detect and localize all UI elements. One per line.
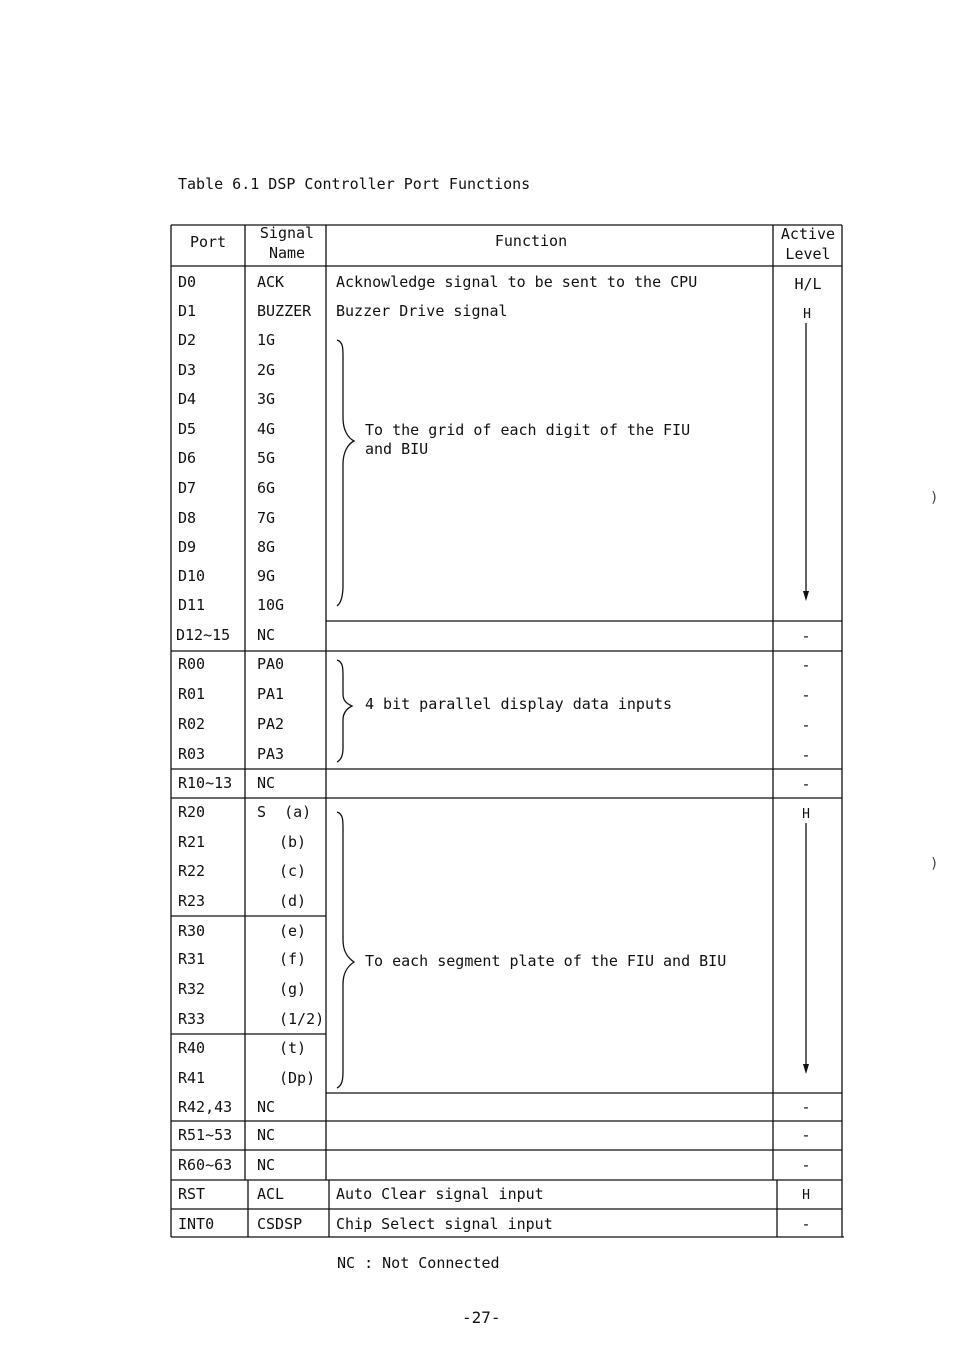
table-cell: D8	[178, 509, 197, 527]
header-active-line1: Active	[780, 225, 836, 243]
table-cell: NC	[257, 1156, 276, 1174]
rows-bottom	[178, 1098, 811, 1233]
table-cell: H	[802, 1188, 810, 1203]
table-cell: (e)	[279, 922, 307, 940]
table-cell: D12~15	[176, 626, 231, 644]
table-cell: Auto Clear signal input	[336, 1185, 544, 1203]
table-cell: D11	[178, 596, 206, 614]
table-cell: INT0	[178, 1215, 215, 1233]
table-cell: ACK	[257, 273, 285, 291]
table-cell: CSDSP	[257, 1215, 303, 1233]
table-cell: RST	[178, 1185, 206, 1203]
table-cell: R01	[178, 685, 206, 703]
table-cell: NC	[257, 626, 276, 644]
table-cell: H/L	[794, 275, 822, 293]
grid-brace	[337, 340, 354, 606]
table-cell: R40	[178, 1039, 206, 1057]
table-cell: D5	[178, 420, 197, 438]
footnote: NC : Not Connected	[337, 1254, 500, 1272]
table-cell: PA3	[257, 745, 285, 763]
table-cell: -	[801, 775, 811, 793]
table-cell: D10	[178, 567, 206, 585]
rows-r0-ports	[178, 655, 811, 793]
table-cell: -	[801, 716, 811, 734]
table-cell: R30	[178, 922, 206, 940]
margin-mark: )	[930, 856, 939, 872]
table-cell: D3	[178, 361, 197, 379]
parallel-function: 4 bit parallel display data inputs	[365, 695, 673, 713]
grid-function-line1: To the grid of each digit of the FIU	[365, 421, 691, 439]
table-cell: NC	[257, 774, 276, 792]
table-cell: D6	[178, 449, 197, 467]
table-cell: 1G	[257, 331, 276, 349]
table-cell: PA0	[257, 655, 285, 673]
table-cell: D2	[178, 331, 197, 349]
margin-mark: )	[930, 490, 939, 506]
table-cell: D1	[178, 302, 197, 320]
table-cell: R31	[178, 950, 206, 968]
table-cell: Acknowledge signal to be sent to the CPU	[336, 273, 698, 291]
segment-brace	[337, 812, 354, 1088]
table-cell: 10G	[257, 596, 285, 614]
table-cell: R20	[178, 803, 206, 821]
table-cell: R03	[178, 745, 206, 763]
header-function: Function	[494, 232, 568, 250]
table-caption: Table 6.1 DSP Controller Port Functions	[178, 175, 531, 193]
level-arrowhead-grid	[803, 591, 809, 601]
header-active-line2: Level	[785, 245, 831, 263]
table-cell: -	[801, 746, 811, 764]
table-cell: D0	[178, 273, 197, 291]
table-cell: (Dp)	[279, 1069, 316, 1087]
segment-function: To each segment plate of the FIU and BIU	[365, 952, 727, 970]
table-cell: D9	[178, 538, 197, 556]
table-cell: -	[801, 1156, 811, 1174]
table-cell: R60~63	[178, 1156, 233, 1174]
table-cell: NC	[257, 1126, 276, 1144]
table-cell: -	[801, 1126, 811, 1144]
table-cell: (f)	[279, 950, 307, 968]
table-cell: 2G	[257, 361, 276, 379]
table-cell: PA1	[257, 685, 285, 703]
table-cell: Chip Select signal input	[336, 1215, 553, 1233]
table-cell: R41	[178, 1069, 206, 1087]
header-signal-line1: Signal	[259, 224, 315, 242]
level-arrowhead-segment	[803, 1064, 809, 1074]
table-cell: R42,43	[178, 1098, 233, 1116]
table-cell: Buzzer Drive signal	[336, 302, 508, 320]
table-cell: 6G	[257, 479, 276, 497]
table-cell: S (a)	[257, 803, 312, 821]
table-cell: R51~53	[178, 1126, 233, 1144]
table-cell: ACL	[257, 1185, 285, 1203]
table-cell: R22	[178, 862, 206, 880]
table-cell: D7	[178, 479, 197, 497]
page-number: -27-	[462, 1308, 501, 1327]
header-signal-line2: Name	[268, 244, 306, 262]
table-cell: R10~13	[178, 774, 233, 792]
table-cell: 4G	[257, 420, 276, 438]
rows-segment-ports	[178, 803, 810, 1087]
table-cell: 9G	[257, 567, 276, 585]
table-cell: -	[801, 656, 811, 674]
table-cell: PA2	[257, 715, 285, 733]
table-cell: -	[801, 1098, 811, 1116]
table-cell: H	[803, 307, 811, 322]
table-cell: R00	[178, 655, 206, 673]
table-cell: -	[801, 1215, 811, 1233]
table-cell: 5G	[257, 449, 276, 467]
table-cell: -	[801, 627, 811, 645]
table-cell: (b)	[279, 833, 307, 851]
table-cell: R21	[178, 833, 206, 851]
table-cell: BUZZER	[257, 302, 312, 320]
table-cell: D4	[178, 390, 197, 408]
table-cell: 7G	[257, 509, 276, 527]
table-cell: (t)	[279, 1039, 307, 1057]
table-cell: H	[802, 807, 810, 822]
table-cell: NC	[257, 1098, 276, 1116]
table-cell: (g)	[279, 980, 307, 998]
table-cell: 8G	[257, 538, 276, 556]
table-cell: R02	[178, 715, 206, 733]
table-cell: (d)	[279, 892, 307, 910]
table-cell: (1/2)	[279, 1010, 325, 1028]
grid-function-line2: and BIU	[365, 440, 429, 458]
header-port: Port	[189, 233, 227, 251]
table-cell: R32	[178, 980, 206, 998]
table-cell: -	[801, 686, 811, 704]
table-cell: 3G	[257, 390, 276, 408]
table-cell: R23	[178, 892, 206, 910]
parallel-brace	[337, 660, 352, 762]
rows-d-ports	[176, 273, 822, 645]
table-cell: (c)	[279, 862, 307, 880]
table-cell: R33	[178, 1010, 206, 1028]
